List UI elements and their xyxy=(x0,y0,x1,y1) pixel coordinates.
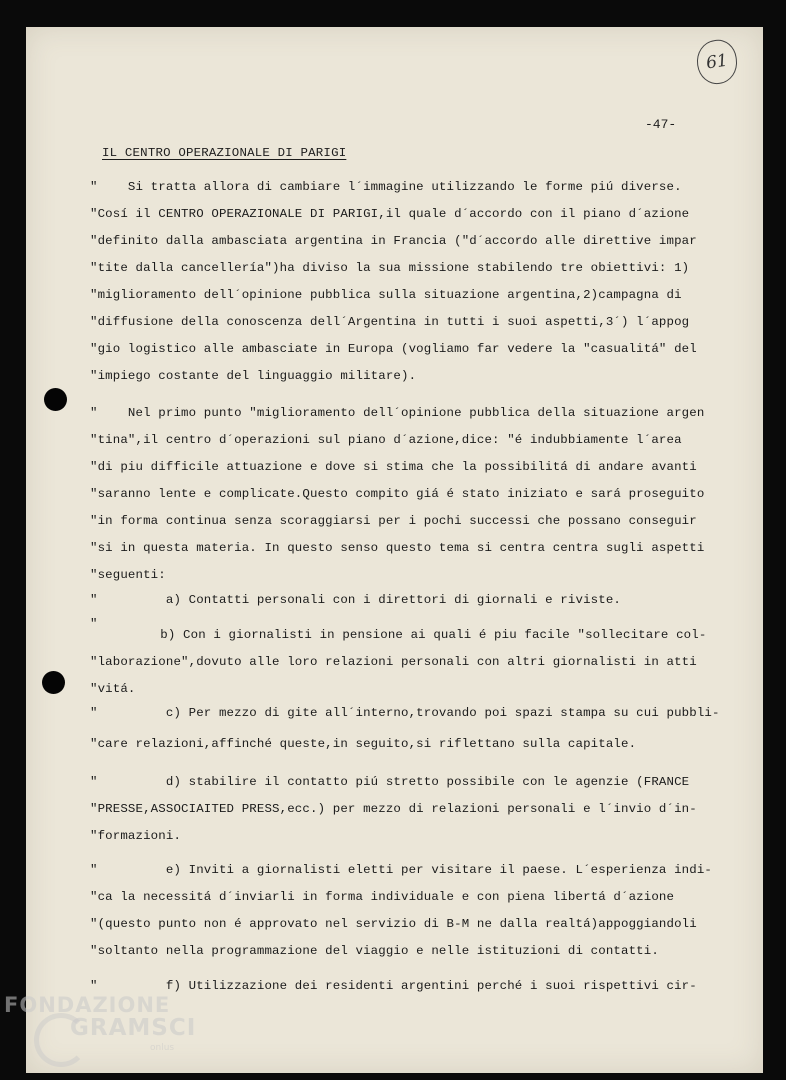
text-line: b) Con i giornalisti in pensione ai quali é piu facile "sollecitare col- xyxy=(92,628,707,642)
text-line: "diffusione della conoscenza dell´Argentina in tutti i suoi aspetti,3´) l´appog xyxy=(90,315,690,329)
watermark-line3: onlus xyxy=(150,1043,175,1053)
text-line: "formazioni. xyxy=(90,829,182,843)
text-line: "gio logistico alle ambasciate in Europa (vogliamo far vedere la "casualitá" del xyxy=(90,342,697,356)
text-line: " d) stabilire il contatto piú stretto possibile con le agenzie (FRANCE xyxy=(90,775,690,789)
watermark xyxy=(0,993,200,1073)
text-line: "vitá. xyxy=(90,682,136,696)
text-line: "tina",il centro d´operazioni sul piano d´azione,dice: "é indubbiamente l´area xyxy=(90,433,682,447)
text-line: "PRESSE,ASSOCIAITED PRESS,ecc.) per mezzo di relazioni personali e l´invio d´in- xyxy=(90,802,697,816)
text-line: "ca la necessitá d´inviarli in forma individuale e con piena libertá d´azione xyxy=(90,890,675,904)
text-line: "(questo punto non é approvato nel servizio di B-M ne dalla realtá)appoggiandoli xyxy=(90,917,697,931)
archive-stamp: 61 xyxy=(694,37,740,86)
text-line: " e) Inviti a giornalisti eletti per visitare il paese. L´esperienza indi- xyxy=(90,863,713,877)
text-line: "laborazione",dovuto alle loro relazioni personali con altri giornalisti in atti xyxy=(90,655,697,669)
text-line: "Cosí il CENTRO OPERAZIONALE DI PARIGI,il quale d´accordo con il piano d´azione xyxy=(90,207,690,221)
text-line: " a) Contatti personali con i direttori di giornali e riviste. xyxy=(90,593,621,607)
text-line: " c) Per mezzo di gite all´interno,trovando poi spazi stampa su cui pubbli- xyxy=(90,706,720,720)
text-line: "si in questa materia. In questo senso questo tema si centra centra sugli aspetti xyxy=(90,541,705,555)
watermark-line1: FONDAZIONE xyxy=(4,993,171,1017)
section-heading: IL CENTRO OPERAZIONALE DI PARIGI xyxy=(102,146,347,160)
text-line: "in forma continua senza scoraggiarsi per i pochi successi che possano conseguir xyxy=(90,514,697,528)
text-line: "seguenti: xyxy=(90,568,166,582)
text-line: "saranno lente e complicate.Questo compito giá é stato iniziato e sará proseguito xyxy=(90,487,705,501)
text-line: "tite dalla cancellería")ha diviso la sua missione stabilendo tre obiettivi: 1) xyxy=(90,261,690,275)
watermark-line2: GRAMSCI xyxy=(70,1015,197,1041)
text-line: " f) Utilizzazione dei residenti argentini perché i suoi rispettivi cir- xyxy=(90,979,697,993)
page-number: -47- xyxy=(645,117,677,132)
text-line: " Si tratta allora di cambiare l´immagine utilizzando le forme piú diverse. xyxy=(90,180,682,194)
text-line: "miglioramento dell´opinione pubblica sulla situazione argentina,2)campagna di xyxy=(90,288,682,302)
text-line: "impiego costante del linguaggio militare). xyxy=(90,369,417,383)
punch-hole-top xyxy=(44,388,67,411)
quote-tick-mark: " xyxy=(90,617,98,631)
text-line: "care relazioni,affinché queste,in seguito,si riflettano sulla capitale. xyxy=(90,737,637,751)
punch-hole-bottom xyxy=(42,671,65,694)
text-line: " Nel primo punto "miglioramento dell´opinione pubblica della situazione argen xyxy=(90,406,705,420)
text-line: "di piu difficile attuazione e dove si stima che la possibilitá di andare avanti xyxy=(90,460,697,474)
text-line: "definito dalla ambasciata argentina in Francia ("d´accordo alle direttive impar xyxy=(90,234,697,248)
text-line: "soltanto nella programmazione del viaggio e nelle istituzioni di contatti. xyxy=(90,944,659,958)
